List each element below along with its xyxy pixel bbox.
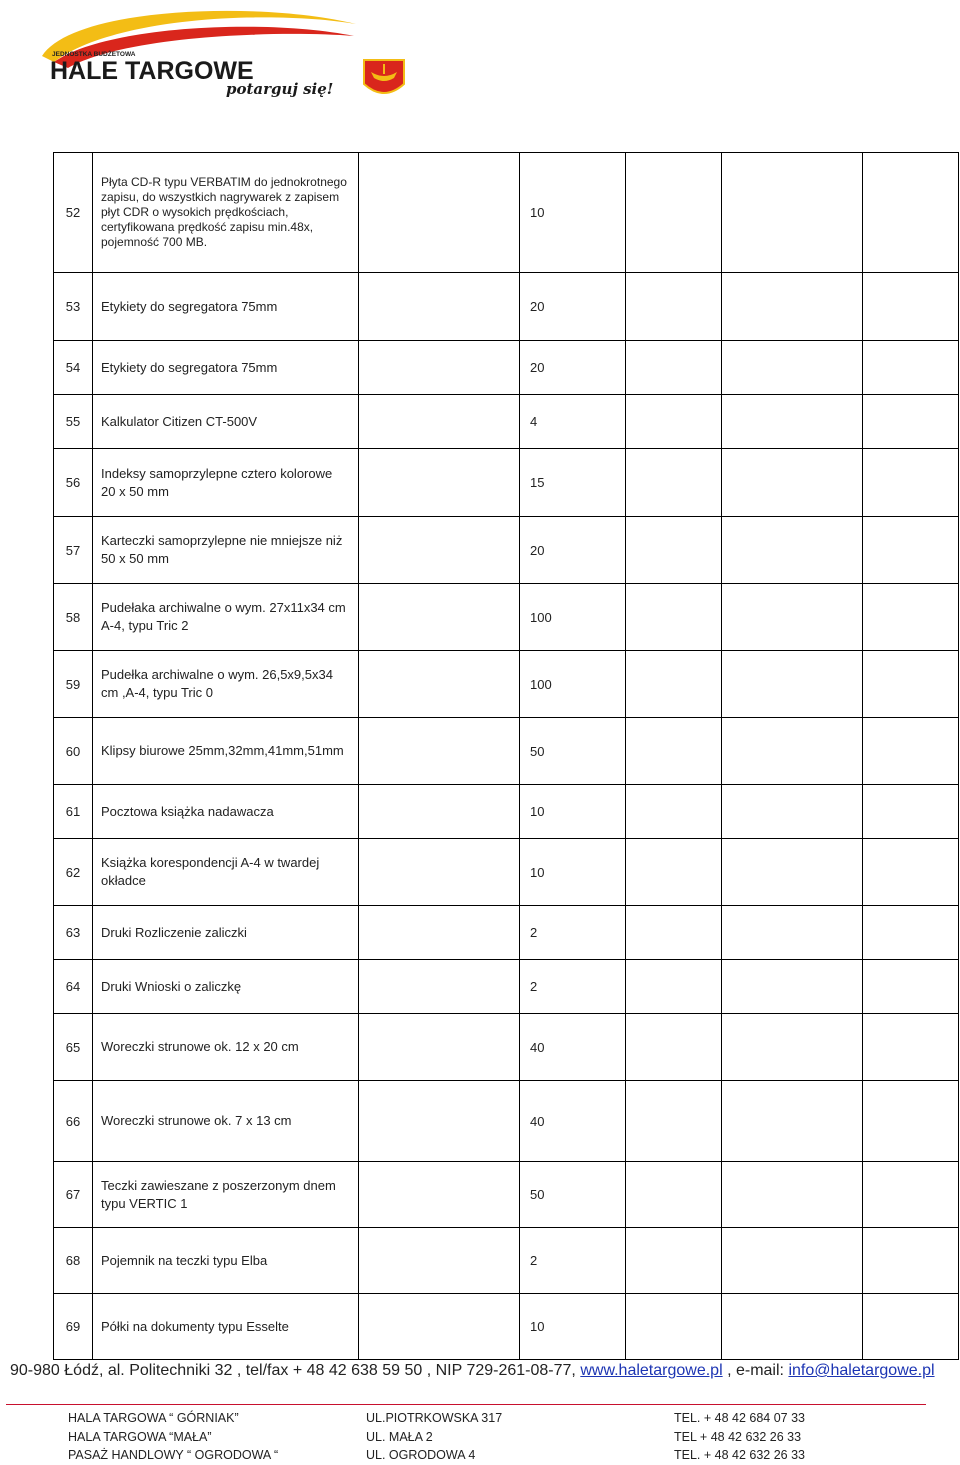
footer-locations — [68, 1409, 828, 1465]
item-quantity: 50 — [520, 718, 626, 785]
empty-cell — [722, 584, 863, 651]
empty-cell — [626, 960, 722, 1014]
empty-cell — [722, 785, 863, 839]
empty-cell — [722, 651, 863, 718]
empty-cell — [722, 1162, 863, 1228]
empty-cell — [863, 273, 959, 341]
address-text: 90-980 Łódź, al. Politechniki 32 , tel/fax + 48 42 638 59 50 , NIP 729-261-08-77, — [10, 1362, 576, 1379]
item-number: 55 — [54, 395, 93, 449]
items-table — [53, 152, 959, 1360]
item-description: Płyta CD-R typu VERBATIM do jednokrotnego zapisu, do wszystkich nagrywarek z zapisem płyt CDR o wysokich prędkościach, certyfikowana prędkość zapisu min.48x, pojemność 700 MB. — [93, 153, 359, 273]
empty-cell — [626, 584, 722, 651]
location-name: HALA TARGOWA “MAŁA” — [68, 1429, 212, 1444]
empty-cell — [359, 1294, 520, 1360]
table-row — [54, 651, 959, 718]
empty-cell — [722, 1294, 863, 1360]
empty-cell — [863, 449, 959, 517]
item-number: 69 — [54, 1294, 93, 1360]
location-name: PASAŻ HANDLOWY “ OGRODOWA “ — [68, 1448, 279, 1462]
empty-cell — [626, 1228, 722, 1294]
item-number: 54 — [54, 341, 93, 395]
empty-cell — [863, 785, 959, 839]
item-number: 57 — [54, 517, 93, 584]
footer-row — [68, 1428, 828, 1447]
empty-cell — [863, 718, 959, 785]
empty-cell — [722, 718, 863, 785]
empty-cell — [359, 839, 520, 906]
table-row — [54, 960, 959, 1014]
item-description: Pudełaka archiwalne o wym. 27x11x34 cm A-4, typu Tric 2 — [93, 584, 359, 651]
item-description: Książka korespondencji A-4 w twardej okładce — [93, 839, 359, 906]
item-number: 53 — [54, 273, 93, 341]
item-description: Pudełka archiwalne o wym. 26,5x9,5x34 cm ,A-4, typu Tric 0 — [93, 651, 359, 718]
location-street: UL.PIOTRKOWSKA 317 — [366, 1411, 503, 1425]
item-description: Klipsy biurowe 25mm,32mm,41mm,51mm — [93, 718, 359, 785]
empty-cell — [626, 1014, 722, 1081]
empty-cell — [722, 517, 863, 584]
empty-cell — [863, 1081, 959, 1162]
table-row — [54, 1014, 959, 1081]
empty-cell — [722, 449, 863, 517]
email-link[interactable]: info@haletargowe.pl — [788, 1362, 935, 1379]
item-quantity: 2 — [520, 960, 626, 1014]
location-phone: TEL. + 48 42 632 26 33 — [674, 1448, 806, 1462]
item-number: 62 — [54, 839, 93, 906]
table-row — [54, 153, 959, 273]
logo-top-text: JEDNOSTKA BUDŻETOWA — [52, 51, 136, 58]
empty-cell — [359, 718, 520, 785]
footer-divider — [6, 1404, 926, 1405]
item-number: 64 — [54, 960, 93, 1014]
item-quantity: 20 — [520, 341, 626, 395]
location-phone: TEL. + 48 42 684 07 33 — [674, 1411, 806, 1425]
empty-cell — [863, 839, 959, 906]
item-number: 59 — [54, 651, 93, 718]
location-street: UL. MAŁA 2 — [366, 1429, 433, 1444]
item-description: Karteczki samoprzylepne nie mniejsze niż 50 x 50 mm — [93, 517, 359, 584]
empty-cell — [863, 517, 959, 584]
empty-cell — [359, 906, 520, 960]
item-number: 63 — [54, 906, 93, 960]
website-link[interactable]: www.haletargowe.pl — [580, 1362, 723, 1379]
empty-cell — [359, 960, 520, 1014]
empty-cell — [359, 517, 520, 584]
empty-cell — [722, 1014, 863, 1081]
empty-cell — [359, 341, 520, 395]
location-street: UL. OGRODOWA 4 — [366, 1448, 476, 1462]
empty-cell — [626, 1162, 722, 1228]
item-number: 56 — [54, 449, 93, 517]
empty-cell — [863, 906, 959, 960]
empty-cell — [863, 960, 959, 1014]
logo-slogan: potarguj się! — [226, 80, 334, 98]
empty-cell — [359, 395, 520, 449]
item-quantity: 2 — [520, 906, 626, 960]
empty-cell — [626, 341, 722, 395]
empty-cell — [626, 273, 722, 341]
table-row — [54, 1228, 959, 1294]
item-quantity: 100 — [520, 584, 626, 651]
empty-cell — [863, 651, 959, 718]
empty-cell — [626, 153, 722, 273]
item-quantity: 4 — [520, 395, 626, 449]
empty-cell — [863, 1162, 959, 1228]
item-description: Druki Rozliczenie zaliczki — [93, 906, 359, 960]
item-quantity: 40 — [520, 1014, 626, 1081]
item-description: Pocztowa książka nadawacza — [93, 785, 359, 839]
empty-cell — [359, 449, 520, 517]
empty-cell — [722, 273, 863, 341]
empty-cell — [359, 1081, 520, 1162]
table-row — [54, 1081, 959, 1162]
empty-cell — [722, 906, 863, 960]
empty-cell — [359, 651, 520, 718]
table-row — [54, 1294, 959, 1360]
logo-brand: HALE TARGOWE — [50, 57, 254, 85]
item-number: 61 — [54, 785, 93, 839]
empty-cell — [359, 1162, 520, 1228]
item-description: Półki na dokumenty typu Esselte — [93, 1294, 359, 1360]
empty-cell — [722, 153, 863, 273]
empty-cell — [722, 1081, 863, 1162]
empty-cell — [626, 1294, 722, 1360]
table-row — [54, 273, 959, 341]
table-row — [54, 517, 959, 584]
item-quantity: 40 — [520, 1081, 626, 1162]
item-quantity: 10 — [520, 153, 626, 273]
empty-cell — [863, 341, 959, 395]
item-description: Druki Wnioski o zaliczkę — [93, 960, 359, 1014]
empty-cell — [626, 785, 722, 839]
item-description: Woreczki strunowe ok. 12 x 20 cm — [93, 1014, 359, 1081]
address-line — [10, 1362, 935, 1380]
table-row — [54, 449, 959, 517]
location-phone: TEL + 48 42 632 26 33 — [674, 1429, 802, 1444]
location-name: HALA TARGOWA “ GÓRNIAK” — [68, 1411, 239, 1425]
item-description: Indeksy samoprzylepne cztero kolorowe 20 x 50 mm — [93, 449, 359, 517]
item-description: Pojemnik na teczki typu Elba — [93, 1228, 359, 1294]
item-quantity: 20 — [520, 517, 626, 584]
empty-cell — [626, 651, 722, 718]
item-number: 66 — [54, 1081, 93, 1162]
empty-cell — [359, 584, 520, 651]
company-logo — [34, 6, 424, 106]
empty-cell — [863, 1014, 959, 1081]
empty-cell — [863, 1228, 959, 1294]
empty-cell — [626, 517, 722, 584]
empty-cell — [626, 1081, 722, 1162]
empty-cell — [626, 839, 722, 906]
item-description: Kalkulator Citizen CT-500V — [93, 395, 359, 449]
empty-cell — [359, 1014, 520, 1081]
empty-cell — [863, 395, 959, 449]
item-description: Etykiety do segregatora 75mm — [93, 341, 359, 395]
item-quantity: 50 — [520, 1162, 626, 1228]
footer-row — [68, 1409, 828, 1428]
item-quantity: 10 — [520, 1294, 626, 1360]
item-quantity: 15 — [520, 449, 626, 517]
empty-cell — [722, 839, 863, 906]
item-quantity: 10 — [520, 839, 626, 906]
item-number: 68 — [54, 1228, 93, 1294]
item-description: Teczki zawieszane z poszerzonym dnem typu VERTIC 1 — [93, 1162, 359, 1228]
item-quantity: 100 — [520, 651, 626, 718]
item-number: 60 — [54, 718, 93, 785]
empty-cell — [626, 718, 722, 785]
empty-cell — [359, 273, 520, 341]
table-row — [54, 906, 959, 960]
empty-cell — [626, 906, 722, 960]
item-number: 65 — [54, 1014, 93, 1081]
table-row — [54, 395, 959, 449]
empty-cell — [626, 395, 722, 449]
table-row — [54, 785, 959, 839]
empty-cell — [722, 960, 863, 1014]
empty-cell — [722, 1228, 863, 1294]
empty-cell — [359, 153, 520, 273]
empty-cell — [863, 1294, 959, 1360]
table-row — [54, 718, 959, 785]
table-row — [54, 839, 959, 906]
empty-cell — [359, 785, 520, 839]
empty-cell — [863, 584, 959, 651]
item-description: Etykiety do segregatora 75mm — [93, 273, 359, 341]
table-row — [54, 1162, 959, 1228]
table-row — [54, 584, 959, 651]
item-number: 58 — [54, 584, 93, 651]
empty-cell — [722, 341, 863, 395]
item-quantity: 10 — [520, 785, 626, 839]
email-label: , e-mail: — [727, 1362, 784, 1379]
empty-cell — [359, 1228, 520, 1294]
item-number: 67 — [54, 1162, 93, 1228]
item-description: Woreczki strunowe ok. 7 x 13 cm — [93, 1081, 359, 1162]
item-quantity: 20 — [520, 273, 626, 341]
item-quantity: 2 — [520, 1228, 626, 1294]
empty-cell — [626, 449, 722, 517]
item-number: 52 — [54, 153, 93, 273]
table-row — [54, 341, 959, 395]
empty-cell — [863, 153, 959, 273]
empty-cell — [722, 395, 863, 449]
